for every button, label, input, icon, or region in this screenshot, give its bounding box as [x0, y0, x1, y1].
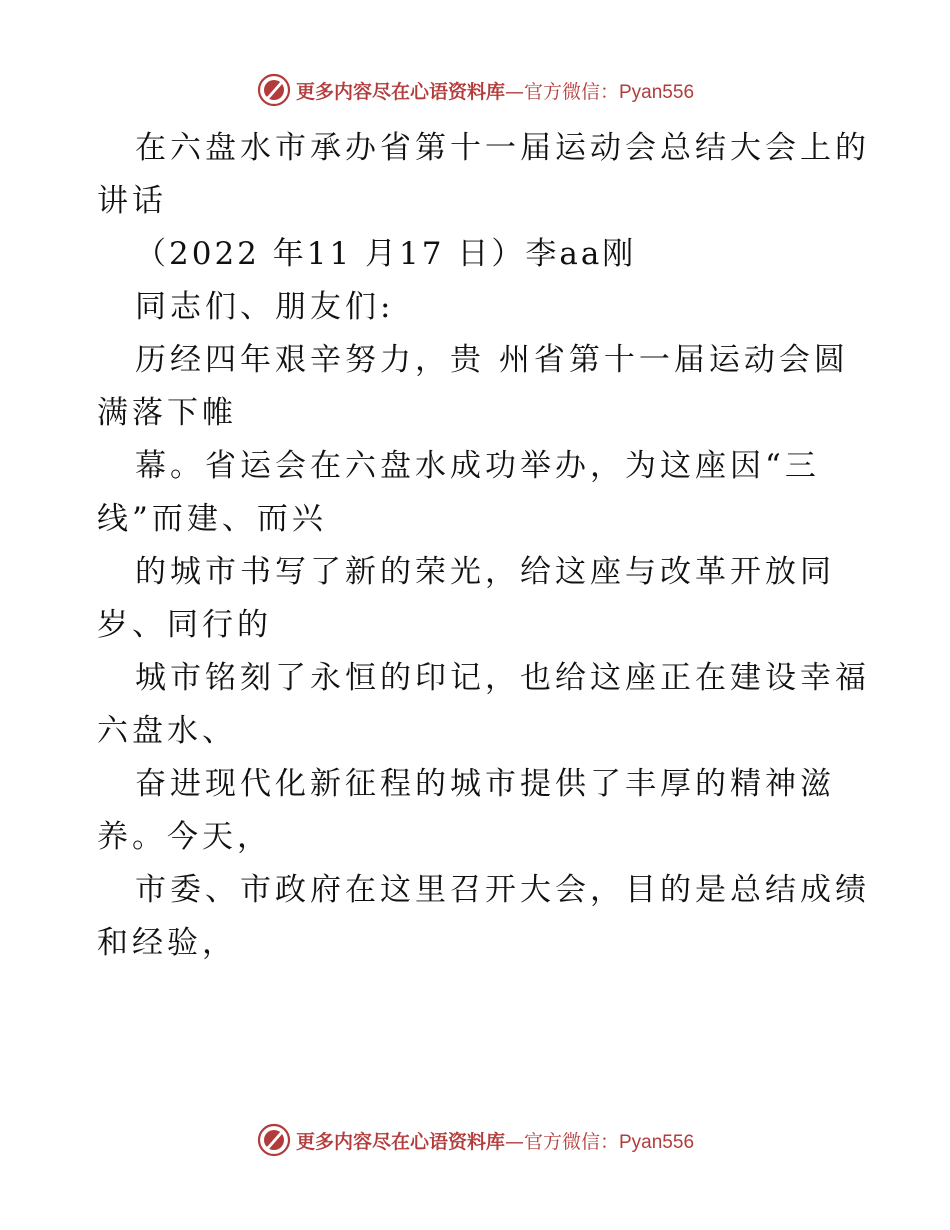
line-text: 历经四年艰辛努力，贵 州省第十一届运动会圆 — [135, 342, 849, 378]
line-text: 的城市书写了新的荣光，给这座与改革开放同 — [135, 554, 835, 590]
document-line — [97, 440, 887, 493]
line-text: 和经验， — [97, 925, 237, 961]
watermark-wechat-id: Pyan556 — [619, 1131, 695, 1153]
document-line — [97, 175, 887, 228]
line-text: 城市铭刻了永恒的印记，也给这座正在建设幸福 — [135, 660, 870, 696]
document-line — [97, 599, 887, 652]
document-body — [97, 122, 887, 970]
watermark-text — [296, 1127, 694, 1154]
watermark-brand: 更多内容尽在心语资料库 — [295, 1130, 505, 1153]
document-line — [97, 917, 887, 970]
document-line — [97, 652, 887, 705]
footer-watermark — [0, 1120, 950, 1160]
document-line — [97, 281, 887, 334]
watermark-label: 官方微信： — [523, 1130, 619, 1153]
watermark-label: 官方微信： — [523, 80, 619, 103]
line-text: 六盘水、 — [97, 713, 237, 749]
document-line — [97, 228, 887, 281]
line-text: 市委、市政府在这里召开大会，目的是总结成绩 — [135, 872, 870, 908]
quill-seal-icon — [256, 72, 292, 108]
line-text: 线”而建、而兴 — [97, 501, 327, 537]
line-text: 讲话 — [97, 183, 167, 219]
line-text: 岁、同行的 — [97, 607, 272, 643]
watermark-brand: 更多内容尽在心语资料库 — [295, 80, 505, 103]
line-text: 奋进现代化新征程的城市提供了丰厚的精神滋 — [135, 766, 835, 802]
document-line — [97, 705, 887, 758]
document-line — [97, 387, 887, 440]
document-line — [97, 122, 887, 175]
line-text: （2022 年11 月17 日）李aa刚 — [135, 236, 637, 272]
line-text: 幕。省运会在六盘水成功举办，为这座因“三 — [135, 448, 820, 484]
watermark-dash: — — [504, 80, 524, 103]
document-line — [97, 493, 887, 546]
watermark-wechat-id: Pyan556 — [619, 81, 695, 103]
line-text: 同志们、朋友们: — [135, 289, 395, 325]
quill-seal-icon — [256, 1122, 292, 1158]
document-line — [97, 811, 887, 864]
line-text: 满落下帷 — [97, 395, 237, 431]
watermark-dash: — — [504, 1130, 524, 1153]
line-text: 养。今天， — [97, 819, 272, 855]
document-line — [97, 758, 887, 811]
document-line — [97, 334, 887, 387]
watermark-text — [296, 77, 694, 104]
document-line — [97, 864, 887, 917]
line-text: 在六盘水市承办省第十一届运动会总结大会上的 — [135, 130, 870, 166]
header-watermark — [0, 70, 950, 110]
document-line — [97, 546, 887, 599]
